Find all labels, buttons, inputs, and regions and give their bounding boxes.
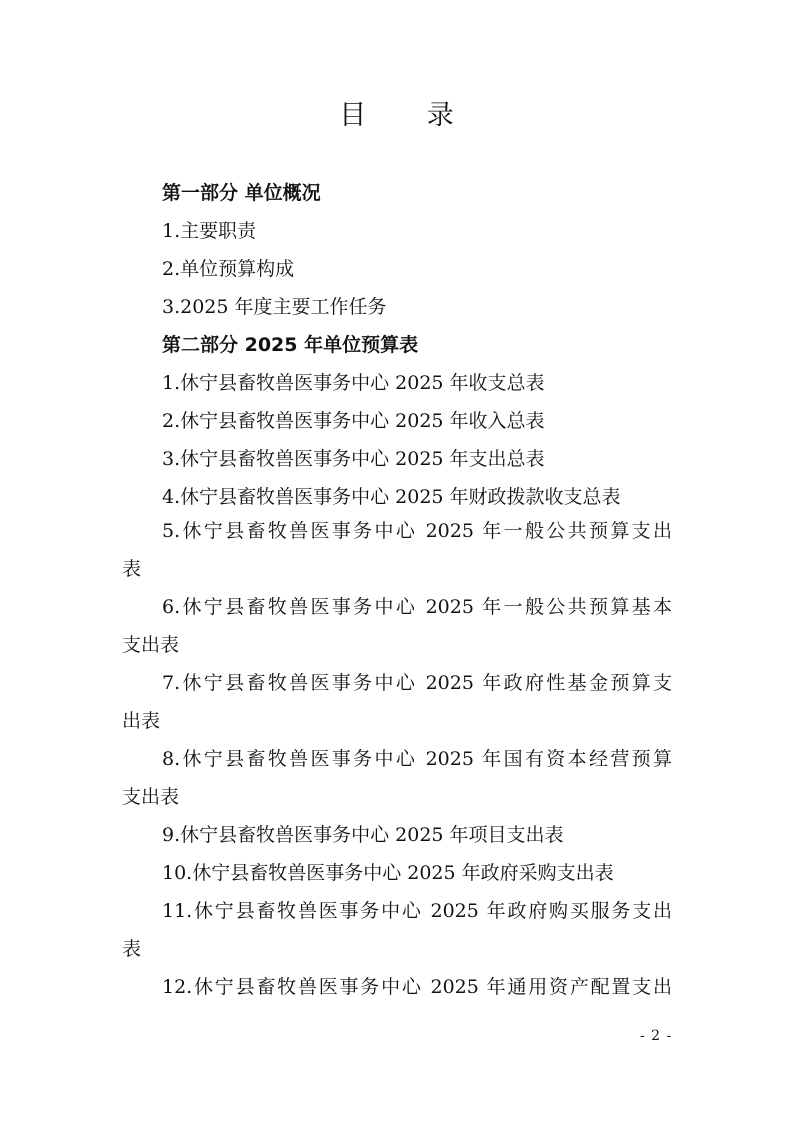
toc-item-continuation: 支出表 xyxy=(122,634,180,656)
toc-item: 1.主要职责 xyxy=(162,220,257,242)
page-title: 目 录 xyxy=(339,100,480,131)
toc-item: 3.2025 年度主要工作任务 xyxy=(162,296,387,318)
toc-item-continuation: 支出表 xyxy=(122,786,180,808)
toc-item: 10.休宁县畜牧兽医事务中心 2025 年政府采购支出表 xyxy=(162,862,614,884)
toc-item: 7.休宁县畜牧兽医事务中心 2025 年政府性基金预算支 xyxy=(162,672,672,694)
toc-item-continuation: 表 xyxy=(122,558,142,580)
toc-item: 12.休宁县畜牧兽医事务中心 2025 年通用资产配置支出 xyxy=(162,976,672,998)
toc-item: 5.休宁县畜牧兽医事务中心 2025 年一般公共预算支出 xyxy=(162,520,672,542)
toc-item: 9.休宁县畜牧兽医事务中心 2025 年项目支出表 xyxy=(162,824,564,846)
part2-heading: 第二部分 2025 年单位预算表 xyxy=(162,334,419,356)
toc-item: 1.休宁县畜牧兽医事务中心 2025 年收支总表 xyxy=(162,372,545,394)
toc-item: 2.休宁县畜牧兽医事务中心 2025 年收入总表 xyxy=(162,410,545,432)
toc-item-continuation: 出表 xyxy=(122,710,161,732)
toc-item: 6.休宁县畜牧兽医事务中心 2025 年一般公共预算基本 xyxy=(162,596,672,618)
toc-item: 2.单位预算构成 xyxy=(162,258,295,280)
toc-item: 11.休宁县畜牧兽医事务中心 2025 年政府购买服务支出 xyxy=(162,900,672,922)
toc-item: 3.休宁县畜牧兽医事务中心 2025 年支出总表 xyxy=(162,448,545,470)
part1-heading: 第一部分 单位概况 xyxy=(162,182,321,204)
toc-item-continuation: 表 xyxy=(122,938,142,960)
page-number: - 2 - xyxy=(640,1028,673,1044)
toc-item: 4.休宁县畜牧兽医事务中心 2025 年财政拨款收支总表 xyxy=(162,486,621,508)
toc-item: 8.休宁县畜牧兽医事务中心 2025 年国有资本经营预算 xyxy=(162,748,672,770)
